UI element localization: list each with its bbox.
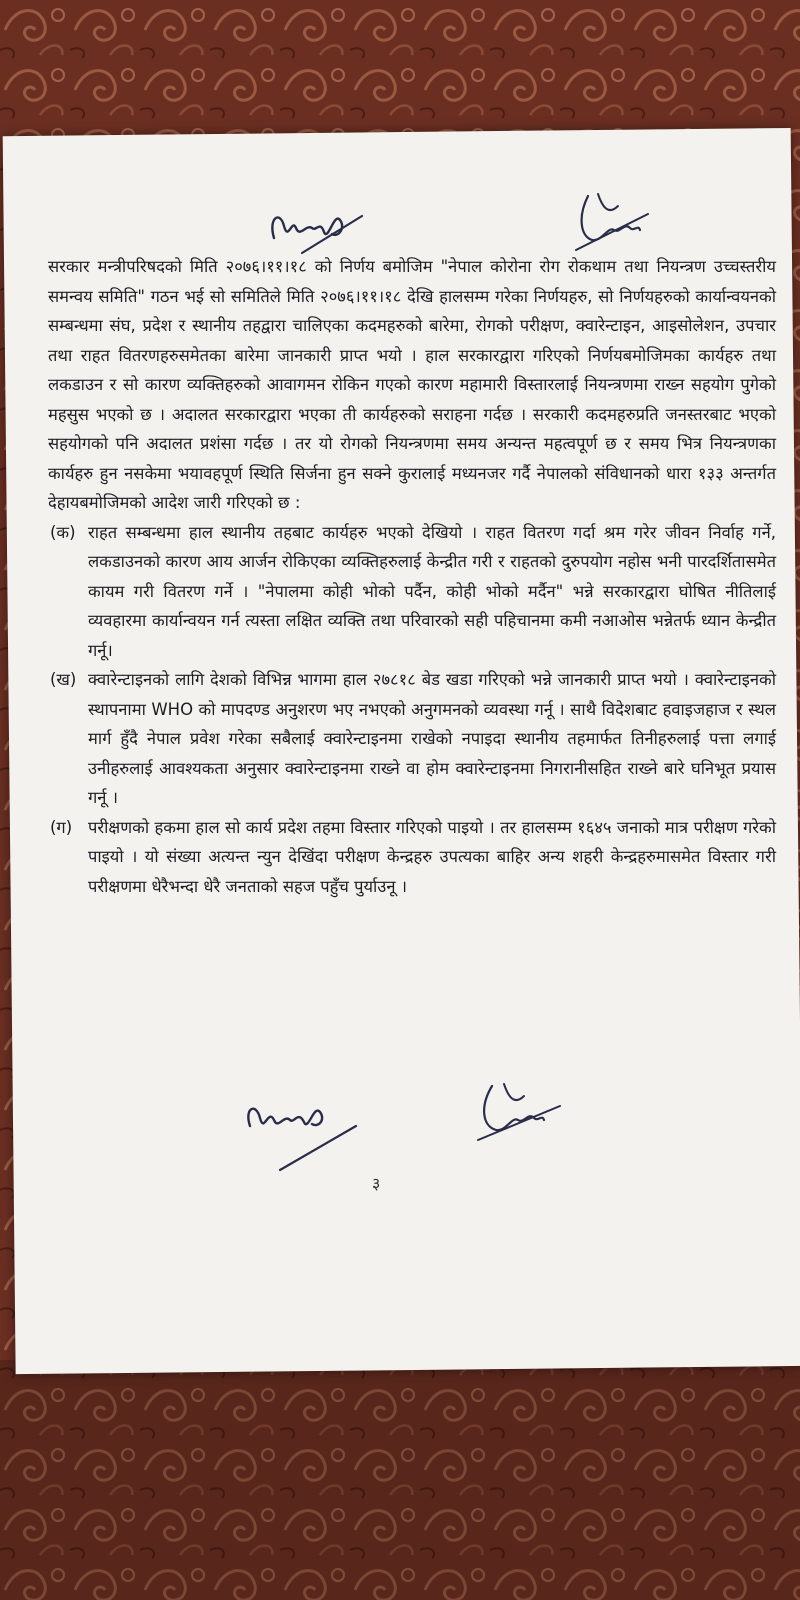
item-text: राहत सम्बन्धमा हाल स्थानीय तहबाट कार्यहरु भएको देखियो । राहत वितरण गर्दा श्रम गरेर जीवन निर्वाह गर्ने, लकडाउनको कारण आय आर्जन रोकिएका व्यक्तिहरुलाई केन्द्रीत गरी र राहतको दुरुपयोग नहोस भनी पारदर्शितासमेत कायम गरी वितरण गर्ने । "नेपालमा कोही भोको पर्दैन, कोही भोको मर्दैन" भन्ने सरकारद्वारा घोषित नीतिलाई व्यवहारमा कार्यान्वयन गर्न त्यस्ता लक्षित व्यक्ति तथा परिवारको सही पहिचानमा कमी नआओस भन्नेतर्फ ध्यान केन्द्रीत गर्नू। xyxy=(88,522,776,660)
document-body xyxy=(48,252,776,901)
item-text: क्वारेन्टाइनको लागि देशको विभिन्न भागमा हाल २७८१८ बेड खडा गरिएको भन्ने जानकारी प्राप्त भयो । क्वारेन्टाइनको स्थापनामा WHO को मापदण्ड अनुशरण भए नभएको अनुगमनको व्यवस्था गर्नू । साथै विदेशबाट हवाइजहाज र स्थल मार्ग हुँदै नेपाल प्रवेश गरेका सबैलाई क्वारेन्टाइनमा राखेको नपाइदा स्थानीय तहमार्फत तिनीहरुलाई पत्ता लगाई उनीहरुलाई आवश्यकता अनुसार क्वारेन्टाइनमा राख्ने वा होम क्वारेन्टाइनमा निगरानीसहित राख्ने बारे घनिभूत प्रयास गर्नू । xyxy=(88,670,776,807)
item-label: (क) xyxy=(50,522,76,542)
order-item-ka xyxy=(48,518,776,666)
item-label: (ख) xyxy=(50,670,77,689)
page-number: ३ xyxy=(372,1174,381,1193)
signature-top-left xyxy=(262,198,372,258)
order-item-ga xyxy=(48,813,776,902)
item-text: परीक्षणको हकमा हाल सो कार्य प्रदेश तहमा विस्तार गरिएको पाइयो । तर हालसम्म १६४५ जनाको मात्र परीक्षण गरेको पाइयो । यो संख्या अत्यन्त न्युन देखिंदा परीक्षण केन्द्रहरु उपत्यका बाहिर अन्य शहरी केन्द्रहरुमासमेत विस्तार गरी परीक्षणमा धेरैभन्दा धेरै जनताको सहज पहुँच पुर्याउनू । xyxy=(88,817,776,896)
item-label: (ग) xyxy=(50,817,73,837)
intro-paragraph: सरकार मन्त्रीपरिषदको मिति २०७६।११।१८ को निर्णय बमोजिम "नेपाल कोरोना रोग रोकथाम तथा नियन्त्रण उच्चस्तरीय समन्वय समिति" गठन भई सो समितिले मिति २०७६।११।१८ देखि हालसम्म गरेका निर्णयहरु, सो निर्णयहरुको कार्यान्वयनको सम्बन्धमा संघ, प्रदेश र स्थानीय तहद्वारा चालिएका कदमहरुको बारेमा, रोगको परीक्षण, क्वारेन्टाइन, आइसोलेशन, उपचार तथा राहत वितरणहरुसमेतका बारेमा जानकारी प्राप्त भयो । हाल सरकारद्वारा गरिएको निर्णयबमोजिमका कार्यहरु तथा लकडाउन र सो कारण व्यक्तिहरुको आवागमन रोकिन गएको कारण महामारी विस्तारलाई नियन्त्रणमा राख्न सहयोग पुगेको महसुस भएको छ । अदालत सरकारद्वारा भएका ती कार्यहरुको सराहना गर्दछ । सरकारी कदमहरुप्रति जनस्तरबाट भएको सहयोगको पनि अदालत प्रशंसा गर्दछ । तर यो रोगको नियन्त्रणमा समय अन्यन्त महत्वपूर्ण छ र समय भित्र नियन्त्रणका कार्यहरु हुन नसकेमा भयावहपूर्ण स्थिति सिर्जना हुन सक्ने कुरालाई मध्यनजर गर्दै नेपालको संविधानको धारा १३३ अन्तर्गत देहायबमोजिमको आदेश जारी गरिएको छ : xyxy=(48,257,776,512)
order-item-kha xyxy=(48,665,776,813)
signature-top-right xyxy=(568,186,658,256)
signature-bottom-left xyxy=(240,1090,360,1174)
signature-bottom-right xyxy=(470,1078,570,1148)
